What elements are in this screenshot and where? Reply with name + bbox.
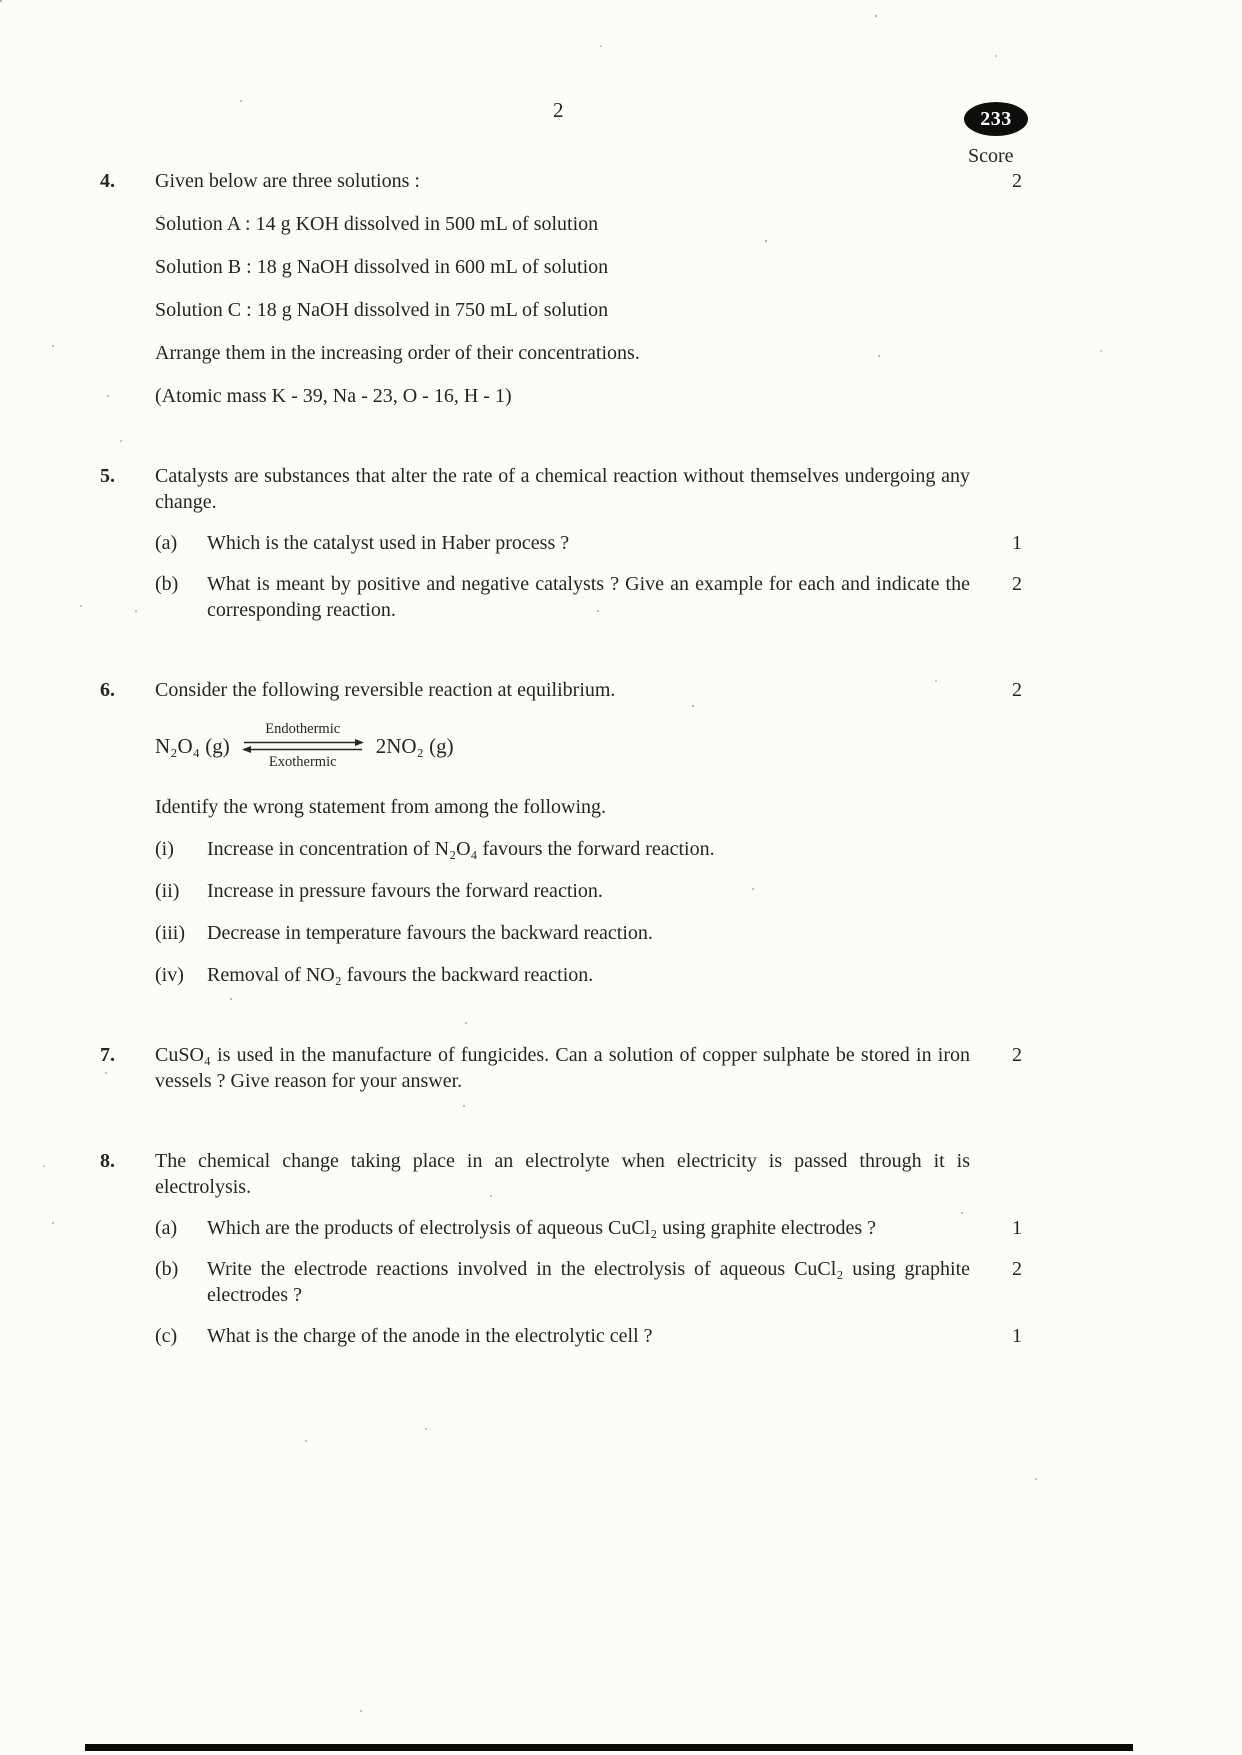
option-text: Removal of NO₂ favours the backward reaction. (207, 964, 594, 986)
score-value: 2 (1012, 1044, 1022, 1066)
question-body (155, 677, 1022, 988)
equilibrium-arrows-icon (242, 739, 364, 753)
option-text: Increase in pressure favours the forward reaction. (207, 880, 603, 902)
scan-noise (0, 0, 2, 2)
question-text: Consider the following reversible reaction at equilibrium. (155, 679, 616, 701)
option-iii (155, 920, 970, 946)
question-6 (100, 677, 1200, 988)
question-number: 5. (100, 465, 115, 487)
option-text: Decrease in temperature favours the backward reaction. (207, 922, 653, 944)
score-value: 1 (1012, 532, 1022, 554)
question-body (155, 1042, 1022, 1094)
question-body (155, 463, 1022, 623)
option-text: Increase in concentration of N₂O₄ favours the forward reaction. (207, 838, 715, 860)
question-body (155, 168, 1022, 409)
question-prompt: Identify the wrong statement from among the following. (155, 796, 607, 818)
part-label: (a) (155, 532, 178, 554)
question-intro-row (155, 1148, 970, 1200)
question-part-c (155, 1323, 1022, 1349)
part-label: (c) (155, 1325, 178, 1347)
reactant-formula: N₂O₄ (g) (155, 734, 230, 758)
option-label: (iii) (155, 922, 185, 944)
question-4 (100, 168, 1200, 409)
question-intro-row (155, 677, 1022, 703)
solution-line: Solution C : 18 g NaOH dissolved in 750 mL of solution (155, 299, 609, 321)
option-ii (155, 878, 970, 904)
question-number: 4. (100, 170, 115, 192)
part-text: What is the charge of the anode in the electrolytic cell ? (207, 1325, 653, 1347)
part-text: Which are the products of electrolysis of aqueous CuCl₂ using graphite electrodes ? (207, 1217, 876, 1239)
score-value: 2 (1012, 1258, 1022, 1280)
page-number: 2 (553, 98, 564, 122)
reaction-equation (155, 721, 970, 771)
question-text: The chemical change taking place in an electrolyte when electricity is passed through it is electrolysis. (155, 1150, 970, 1198)
question-text: CuSO₄ is used in the manufacture of fungicides. Can a solution of copper sulphate be stored in iron vessels ? Give reason for your answer. (155, 1044, 970, 1092)
score-header: Score (968, 145, 1014, 167)
option-i (155, 836, 970, 862)
question-part-a (155, 530, 1022, 556)
option-label: (i) (155, 838, 174, 860)
question-text: Catalysts are substances that alter the rate of a chemical reaction without themselves undergoing any change. (155, 465, 970, 513)
part-label: (a) (155, 1217, 178, 1239)
score-value: 2 (1012, 679, 1022, 701)
instruction-line: Arrange them in the increasing order of their concentrations. (155, 342, 640, 364)
solution-line: Solution A : 14 g KOH dissolved in 500 mL of solution (155, 213, 599, 235)
question-5 (100, 463, 1200, 623)
question-number: 7. (100, 1044, 115, 1066)
question-part-b (155, 571, 1022, 623)
option-label: (ii) (155, 880, 180, 902)
paper-code-badge: 233 (964, 102, 1028, 136)
score-value: 1 (1012, 1325, 1022, 1347)
product-formula: 2NO₂ (g) (375, 734, 454, 758)
score-value: 2 (1012, 573, 1022, 595)
part-label: (b) (155, 573, 179, 595)
forward-reaction-label: Endothermic (265, 721, 341, 737)
question-intro-row (155, 463, 970, 515)
question-body (155, 1148, 1022, 1349)
bottom-rule (85, 1744, 1133, 1751)
option-iv (155, 962, 970, 988)
part-label: (b) (155, 1258, 179, 1280)
atomic-mass-note: (Atomic mass K - 39, Na - 23, O - 16, H - 1) (155, 385, 512, 407)
options-list (155, 836, 970, 988)
question-text: Given below are three solutions : (155, 170, 420, 192)
score-value: 2 (1012, 170, 1022, 192)
equilibrium-arrows (240, 721, 366, 771)
question-number: 6. (100, 679, 115, 701)
questions-area (100, 168, 1200, 1349)
score-value: 1 (1012, 1217, 1022, 1239)
question-number: 8. (100, 1150, 115, 1172)
question-intro-row (155, 1042, 1022, 1094)
option-label: (iv) (155, 964, 184, 986)
question-7 (100, 1042, 1200, 1094)
question-8 (100, 1148, 1200, 1349)
part-text: What is meant by positive and negative catalysts ? Give an example for each and indicate the corresponding reaction. (207, 573, 970, 621)
question-intro-row (155, 168, 1022, 194)
part-text: Which is the catalyst used in Haber process ? (207, 532, 570, 554)
question-part-a (155, 1215, 1022, 1241)
question-part-b (155, 1256, 1022, 1308)
solution-line: Solution B : 18 g NaOH dissolved in 600 mL of solution (155, 256, 609, 278)
part-text: Write the electrode reactions involved in the electrolysis of aqueous CuCl₂ using graphite electrodes ? (207, 1258, 970, 1306)
reverse-reaction-label: Exothermic (268, 754, 337, 770)
